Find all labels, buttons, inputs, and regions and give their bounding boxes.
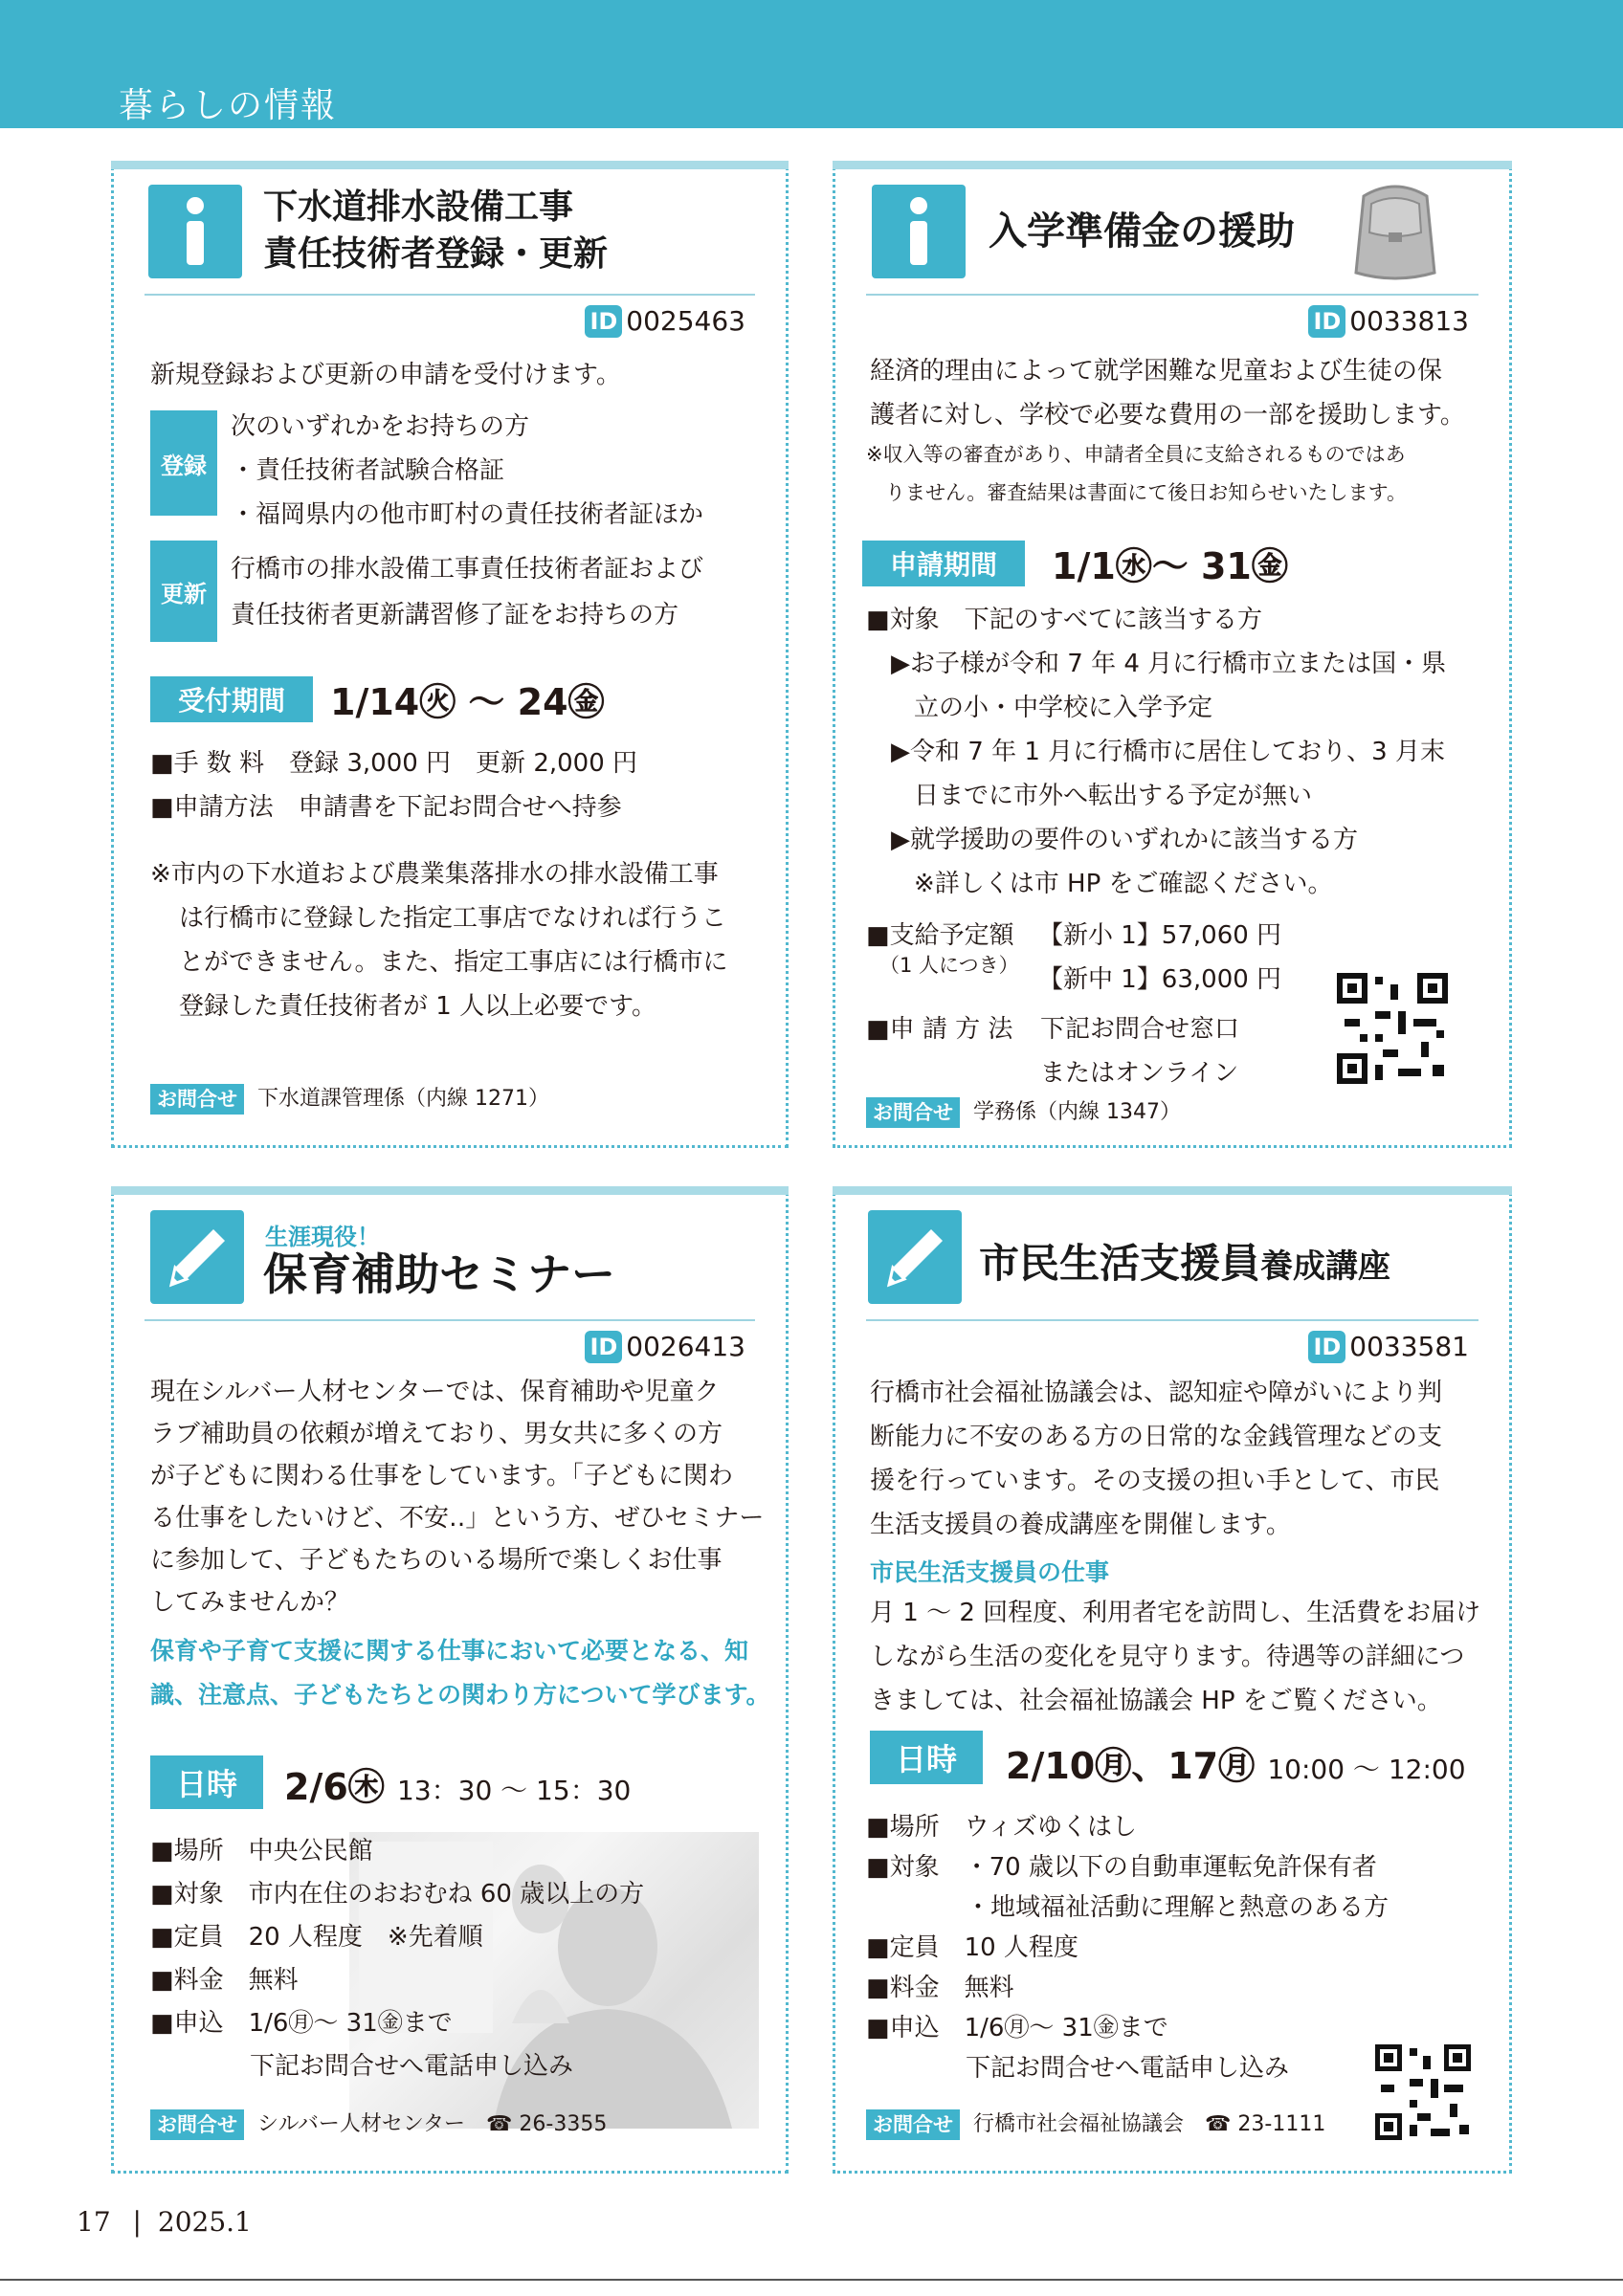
date-label: 日時 bbox=[150, 1755, 263, 1809]
method-values: 下記お問合せ窓口 またはオンライン bbox=[1040, 1015, 1240, 1088]
card-title: 保育補助セミナー bbox=[263, 1248, 615, 1300]
period-label: 申請期間 bbox=[862, 541, 1025, 586]
notes: ※市内の下水道および農業集落排水の排水設備工事 は行橋市に登録した指定工事店でなければ行うこ とができません。また、指定工事店には行橋市に 登録した責任技術者が 1 人以上必要です。 bbox=[150, 860, 728, 1021]
note-text: ※収入等の審査があり、申請者全員に支給されるものではあ りません。審査結果は書面にて後日お知らせいたします。 bbox=[866, 443, 1407, 504]
amount-values: 【新小 1】57,060 円 【新中 1】63,000 円 bbox=[1038, 921, 1282, 994]
id-badge: ID 0025463 bbox=[585, 305, 745, 338]
id-badge: ID 0033581 bbox=[1308, 1331, 1469, 1363]
card-title: 下水道排水設備工事 責任技術者登録・更新 bbox=[263, 188, 609, 274]
amount-label: ■支給予定額 bbox=[866, 921, 1014, 950]
amount-sub: （1 人につき） bbox=[879, 954, 1019, 977]
fee-line: ■手 数 料 登録 3,000 円 更新 2,000 円 bbox=[150, 749, 638, 778]
highlight-text: 保育や子育て支援に関する仕事において必要となる、知 識、注意点、子どもたちとの関わり方について学びます。 bbox=[150, 1637, 770, 1709]
date-value: 2/10㊊、17㊊ 10:00 〜 12:00 bbox=[1006, 1745, 1466, 1787]
info-icon bbox=[872, 185, 966, 278]
id-badge: ID 0026413 bbox=[585, 1331, 745, 1363]
intro-text: 経済的理由によって就学困難な児童および生徒の保 護者に対し、学校で必要な費用の一部を援助します。 bbox=[870, 357, 1465, 430]
method-label: ■申 請 方 法 bbox=[866, 1015, 1013, 1044]
kicker-text: 生涯現役！ bbox=[265, 1224, 380, 1250]
card-citizen-support-course bbox=[833, 1186, 1512, 2174]
card-school-entry-aid bbox=[833, 161, 1512, 1148]
issue-date: 2025.1 bbox=[157, 2206, 252, 2238]
register-conditions: 次のいずれかをお持ちの方 ・責任技術者試験合格証 ・福岡県内の他市町村の責任技術者証ほか bbox=[231, 412, 704, 529]
tag-renew: 更新 bbox=[150, 541, 217, 642]
card-title: 市民生活支援員養成講座 bbox=[979, 1240, 1391, 1287]
detail-rows: ■場所 中央公民館 ■対象 市内在住のおおむね 60 歳以上の方 ■定員 20 人程度 ※先着順 ■料金 無料 ■申込 1/6㊊〜 31㊎まで 下記お問合せへ電話申し込み bbox=[150, 1837, 645, 2081]
detail-rows: ■場所 ウィズゆくはし ■対象 ・70 歳以下の自動車運転免許保有者 ・地域福祉活動に理解と熱意のある方 ■定員 10 人程度 ■料金 無料 ■申込 1/6㊊〜 31㊎まで 下記お問合せへ電話申し込み bbox=[866, 1813, 1390, 2083]
target-head: ■対象 下記のすべてに該当する方 bbox=[866, 606, 1263, 634]
pencil-icon bbox=[868, 1210, 962, 1304]
contact: お問合せ 行橋市社会福祉協議会 ☎ 23-1111 bbox=[866, 2109, 1325, 2140]
info-icon bbox=[148, 185, 242, 278]
section-head: 市民生活支援員の仕事 bbox=[870, 1558, 1110, 1586]
intro-text: 新規登録および更新の申請を受付けます。 bbox=[150, 361, 621, 389]
period-value: 1/1㊌〜 31㊎ bbox=[1052, 545, 1288, 587]
renew-conditions: 行橋市の排水設備工事責任技術者証および 責任技術者更新講習修了証をお持ちの方 bbox=[231, 555, 704, 629]
body-text: 現在シルバー人材センターでは、保育補助や児童ク ラブ補助員の依頼が増えており、男女共に多くの方 が子どもに関わる仕事をしています。「子どもに関わ る仕事をしたいけど、不安‥」という方、ぜひセミナー に参加して、子どもたちのいる場所で楽しくお仕事 してみませんか？ bbox=[150, 1378, 765, 1617]
period-value: 1/14㊋ 〜 24㊎ bbox=[330, 681, 605, 723]
page-footer: 17 | 2025.1 bbox=[77, 2206, 252, 2238]
qr-code-icon[interactable] bbox=[1337, 973, 1448, 1084]
section-body: 月 1 〜 2 回程度、利用者宅を訪問し、生活費をお届け しながら生活の変化を見守ります。待遇等の詳細につ きましては、社会福祉協議会 HP をご覧ください。 bbox=[870, 1599, 1481, 1715]
period-label: 受付期間 bbox=[150, 676, 313, 722]
card-childcare-seminar bbox=[111, 1186, 789, 2174]
section-header bbox=[0, 0, 1623, 128]
date-label: 日時 bbox=[870, 1731, 983, 1784]
tag-register: 登録 bbox=[150, 410, 217, 516]
target-list: ▶お子様が令和 7 年 4 月に行橋市立または国・県 立の小・中学校に入学予定 ▶令和 7 年 1 月に行橋市に居住しており、3 月末 日までに市外へ転出する予定が無い ▶就学援助の要件のいずれかに該当する方 ※詳しくは市 HP をご確認ください。 bbox=[891, 650, 1447, 898]
qr-code-icon[interactable] bbox=[1375, 2044, 1471, 2140]
date-value: 2/6㊍ 13：30 〜 15：30 bbox=[284, 1766, 632, 1808]
backpack-icon bbox=[1343, 177, 1448, 284]
contact: お問合せ 学務係（内線 1347） bbox=[866, 1097, 1181, 1128]
contact: お問合せ シルバー人材センター ☎ 26-3355 bbox=[150, 2109, 607, 2140]
page-number: 17 bbox=[77, 2206, 111, 2238]
card-sewer-registration bbox=[111, 161, 789, 1148]
card-title: 入学準備金の援助 bbox=[989, 210, 1295, 254]
body-text: 行橋市社会福祉協議会は、認知症や障がいにより判 断能力に不安のある方の日常的な金銭管理などの支 援を行っています。その支援の担い手として、市民 生活支援員の養成講座を開催します。 bbox=[870, 1379, 1443, 1539]
section-title: 暮らしの情報 bbox=[119, 86, 338, 125]
id-badge: ID 0033813 bbox=[1308, 305, 1469, 338]
method-line: ■申請方法 申請書を下記お問合せへ持参 bbox=[150, 793, 622, 822]
contact: お問合せ 下水道課管理係（内線 1271） bbox=[150, 1084, 549, 1115]
pencil-icon bbox=[150, 1210, 244, 1304]
